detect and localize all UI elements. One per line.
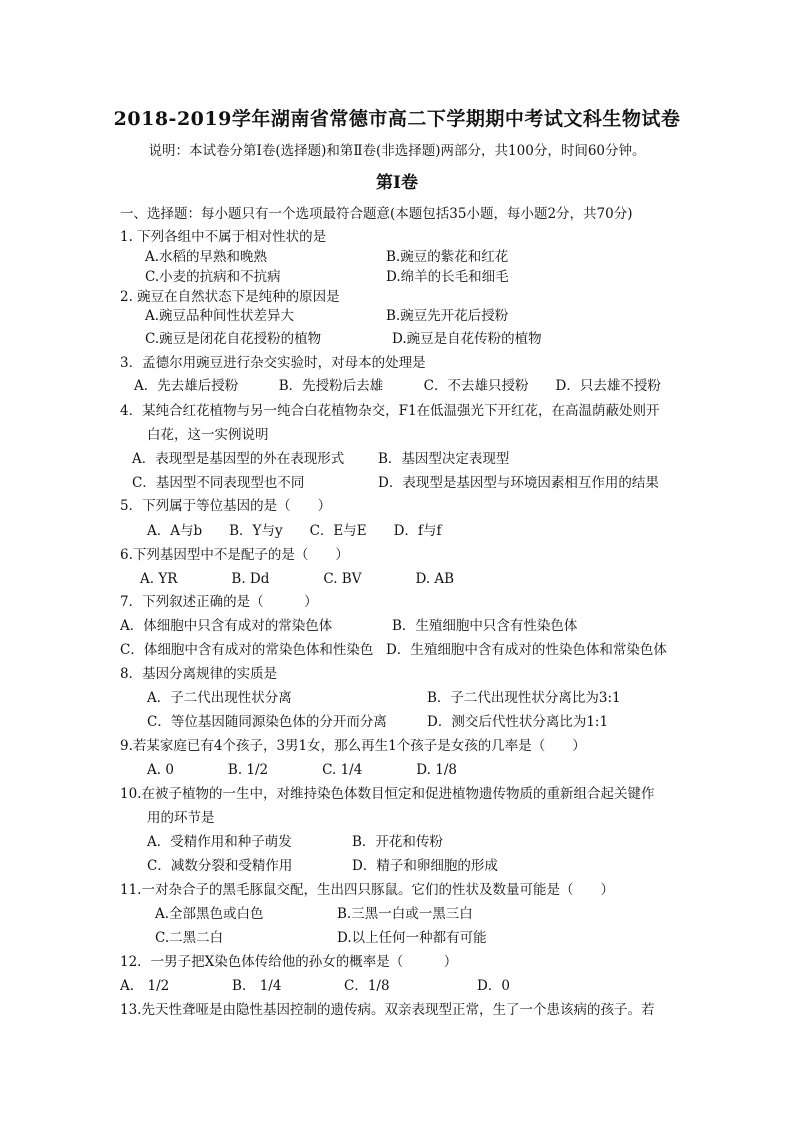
question-3-stem: 3．孟德尔用豌豆进行杂交实验时，对母本的处理是 — [120, 355, 426, 371]
question-11-option-c: C.二黑二白 — [155, 930, 224, 946]
question-4-option-a: A．表现型是基因型的外在表现形式 — [132, 451, 345, 467]
question-7-stem: 7．下列叙述正确的是（ ） — [120, 594, 318, 610]
question-2-option-a: A.豌豆品种间性状差异大 — [145, 308, 295, 324]
question-9-options: A. 0 B. 1/2 C. 1/4 D. 1/8 — [147, 762, 457, 778]
question-9-stem: 9.若某家庭已有4个孩子，3男1女，那么再生1个孩子是女孩的几率是（ ） — [120, 738, 586, 754]
question-10-option-b: B．开花和传粉 — [352, 834, 443, 850]
question-7-option-a: A．体细胞中只含有成对的常染色体 — [120, 618, 333, 634]
question-7-option-b: B．生殖细胞中只含有性染色体 — [392, 618, 578, 634]
question-12-stem: 12．一男子把X染色体传给他的孙女的概率是（ ） — [120, 954, 458, 970]
question-4-option-c: C．基因型不同表现型也不同 — [132, 475, 305, 491]
question-13-stem: 13.先天性聋哑是由隐性基因控制的遗传病。双亲表现型正常，生了一个患该病的孩子。若 — [120, 1002, 655, 1018]
question-3-options: A．先去雄后授粉 B．先授粉后去雄 C．不去雄只授粉 D．只去雄不授粉 — [134, 378, 661, 394]
question-1-option-b: B.豌豆的紫花和红花 — [386, 249, 509, 265]
exam-title: 2018-2019学年湖南省常德市高二下学期期中考试文科生物试卷 — [113, 108, 681, 130]
question-1-option-c: C.小麦的抗病和不抗病 — [145, 269, 281, 285]
question-8-option-b: B．子二代出现性状分离比为3:1 — [427, 690, 621, 706]
section-heading: 一、选择题：每小题只有一个选项最符合题意(本题包括35小题，每小题2分，共70分) — [120, 206, 633, 222]
question-4-stem-line-1: 4．某纯合红花植物与另一纯合白花植物杂交，F1在低温强光下开红花，在高温荫蔽处则开 — [120, 403, 660, 419]
question-11-stem: 11.一对杂合子的黑毛豚鼠交配，生出四只豚鼠。它们的性状及数量可能是（ ） — [120, 882, 614, 898]
question-10-option-c: C．减数分裂和受精作用 — [147, 858, 293, 874]
question-12-option-c: C．1/8 — [344, 978, 390, 994]
question-1-option-d: D.绵羊的长毛和细毛 — [386, 269, 509, 285]
question-4-option-b: B．基因型决定表现型 — [378, 451, 510, 467]
exam-instructions: 说明：本试卷分第Ⅰ卷(选择题)和第Ⅱ卷(非选择题)两部分，共100分，时间60分钟。 — [148, 143, 646, 159]
question-5-options: A．A与b B．Y与y C．E与E D．f与f — [147, 523, 442, 539]
question-2-option-d: D.豌豆是自花传粉的植物 — [392, 331, 542, 347]
question-8-option-c: C．等位基因随同源染色体的分开而分离 — [147, 714, 387, 730]
question-1-stem: 1. 下列各组中不属于相对性状的是 — [120, 229, 327, 245]
question-12-option-a: A. 1/2 — [120, 978, 170, 994]
question-6-stem: 6.下列基因型中不是配子的是（ ） — [120, 547, 349, 563]
question-8-stem: 8．基因分离规律的实质是 — [120, 666, 278, 682]
question-4-stem-line-2: 白花，这一实例说明 — [147, 427, 269, 443]
question-5-stem: 5．下列属于等位基因的是（ ） — [120, 498, 332, 514]
question-12-option-b: B. 1/4 — [232, 978, 282, 994]
question-12-option-d: D．0 — [477, 978, 510, 994]
question-10-option-d: D．精子和卵细胞的形成 — [352, 858, 498, 874]
question-7-option-c: C．体细胞中含有成对的常染色体和性染色 — [120, 642, 374, 658]
question-10-stem-line-1: 10.在被子植物的一生中，对维持染色体数目恒定和促进植物遗传物质的重新组合起关键作 — [120, 786, 655, 802]
question-2-stem: 2. 豌豆在自然状态下是纯种的原因是 — [120, 289, 340, 305]
question-1-option-a: A.水稻的早熟和晚熟 — [145, 249, 268, 265]
question-8-option-d: D．测交后代性状分离比为1:1 — [427, 714, 609, 730]
question-8-option-a: A．子二代出现性状分离 — [147, 690, 292, 706]
question-10-option-a: A．受精作用和种子萌发 — [147, 834, 292, 850]
question-7-option-d: D．生殖细胞中含有成对的性染色体和常染色体 — [386, 642, 667, 658]
question-6-options: A. YR B. Dd C. BV D. AB — [140, 571, 455, 587]
question-4-option-d: D．表现型是基因型与环境因素相互作用的结果 — [378, 475, 659, 491]
question-10-stem-line-2: 用的环节是 — [147, 810, 215, 826]
volume-heading: 第Ⅰ卷 — [376, 173, 418, 193]
question-11-option-a: A.全部黑色或白色 — [155, 906, 264, 922]
question-2-option-c: C.豌豆是闭花自花授粉的植物 — [145, 331, 322, 347]
question-11-option-d: D.以上任何一种都有可能 — [337, 930, 487, 946]
question-11-option-b: B.三黑一白或一黑三白 — [337, 906, 473, 922]
question-2-option-b: B.豌豆先开花后授粉 — [386, 308, 509, 324]
